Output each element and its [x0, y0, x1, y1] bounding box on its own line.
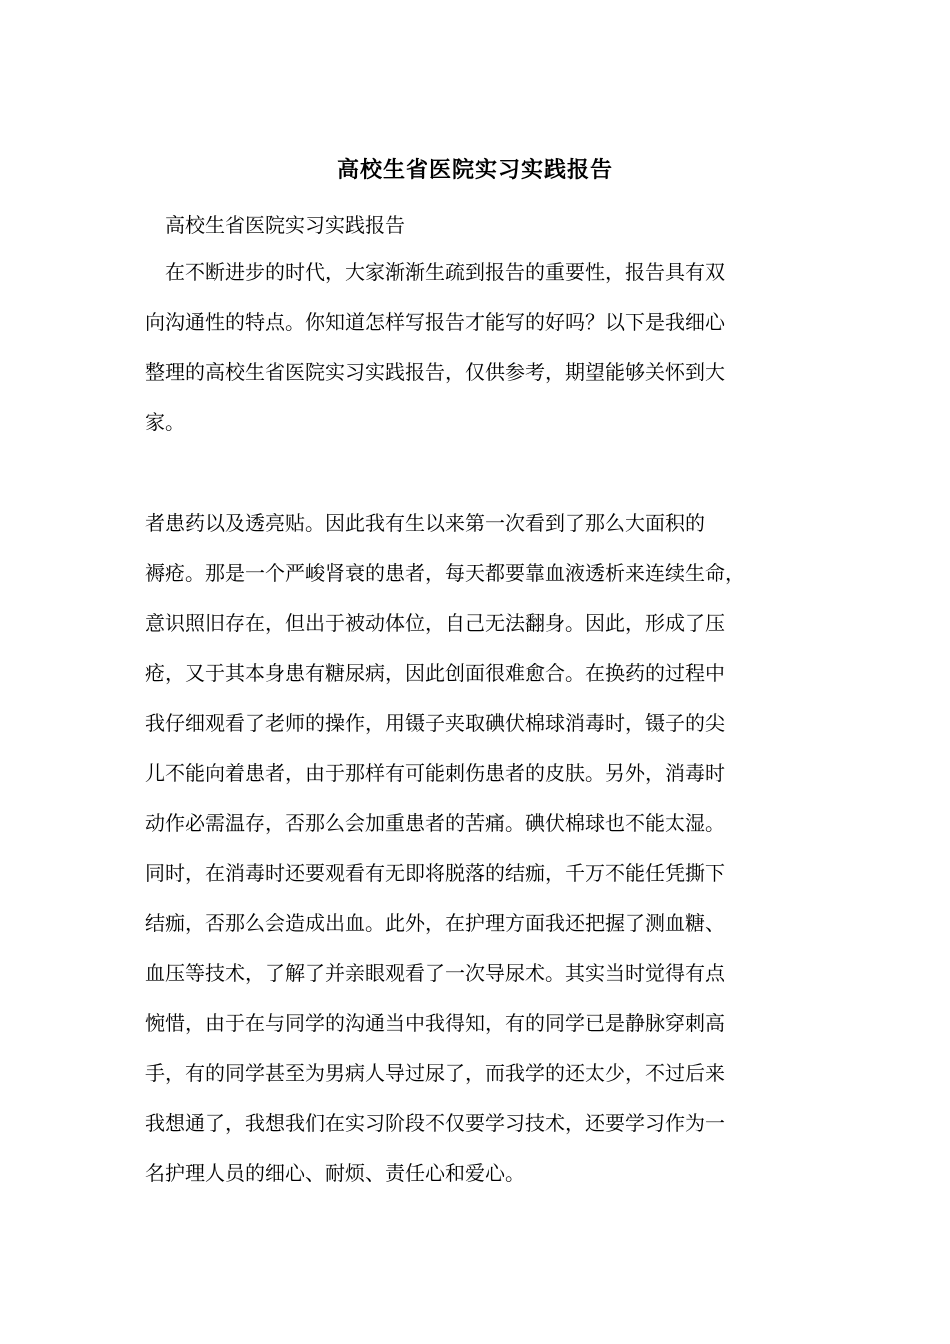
document-title: 高校生省医院实习实践报告 — [336, 157, 613, 183]
paragraph-line: 家。 — [145, 410, 185, 434]
document-subtitle: 高校生省医院实习实践报告 — [165, 213, 405, 237]
paragraph-line: 动作必需温存，否那么会加重患者的苦痛。碘伏棉球也不能太湿。 — [145, 811, 725, 835]
paragraph-line: 向沟通性的特点。你知道怎样写报告才能写的好吗？以下是我细心 — [145, 310, 725, 334]
paragraph-line: 褥疮。那是一个严峻肾衰的患者，每天都要靠血液透析来连续生命， — [145, 561, 745, 585]
paragraph-line: 结痂，否那么会造成出血。此外，在护理方面我还把握了测血糖、 — [145, 911, 725, 935]
paragraph-line: 血压等技术，了解了并亲眼观看了一次导尿术。其实当时觉得有点 — [145, 961, 725, 985]
body-paragraph — [145, 498, 825, 1198]
paragraph-line: 意识照旧存在，但出于被动体位，自己无法翻身。因此，形成了压 — [145, 611, 725, 635]
paragraph-line: 疮，又于其本身患有糖尿病，因此创面很难愈合。在换药的过程中 — [145, 661, 725, 685]
paragraph-line: 者患药以及透亮贴。因此我有生以来第一次看到了那么大面积的 — [145, 511, 705, 535]
paragraph-line: 整理的高校生省医院实习实践报告，仅供参考，期望能够关怀到大 — [145, 360, 725, 384]
paragraph-line: 在不断进步的时代，大家渐渐生疏到报告的重要性，报告具有双 — [145, 260, 725, 284]
intro-paragraph — [145, 247, 825, 447]
paragraph-line: 我仔细观看了老师的操作，用镊子夹取碘伏棉球消毒时，镊子的尖 — [145, 711, 725, 735]
paragraph-line: 儿不能向着患者，由于那样有可能刺伤患者的皮肤。另外，消毒时 — [145, 761, 725, 785]
paragraph-line: 手，有的同学甚至为男病人导过尿了，而我学的还太少，不过后来 — [145, 1061, 725, 1085]
paragraph-line: 惋惜，由于在与同学的沟通当中我得知，有的同学已是静脉穿刺高 — [145, 1011, 725, 1035]
paragraph-line: 同时，在消毒时还要观看有无即将脱落的结痂，千万不能任凭撕下 — [145, 861, 725, 885]
paragraph-line: 名护理人员的细心、耐烦、责任心和爱心。 — [145, 1161, 525, 1185]
paragraph-line: 我想通了，我想我们在实习阶段不仅要学习技术，还要学习作为一 — [145, 1111, 725, 1135]
